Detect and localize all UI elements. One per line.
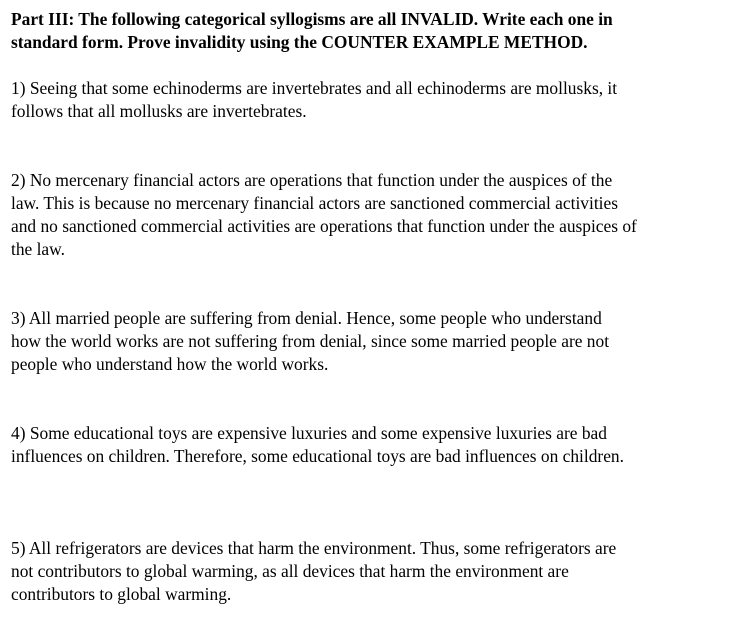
instructions-heading: Part III: The following categorical syllogisms are all INVALID. Write each one in standard form. Prove invalidity using the COUNTER EXAMPLE METHOD. [11,9,613,52]
syllogism-1: 1) Seeing that some echinoderms are invertebrates and all echinoderms are mollusks, it follows that all mollusks are invertebrates. [11,78,618,121]
syllogism-2: 2) No mercenary financial actors are operations that function under the auspices of the law. This is because no mercenary financial actors are sanctioned commercial activities and no sanctioned commercial activities are operations that function under the auspices of the law. [11,170,637,259]
syllogism-4: 4) Some educational toys are expensive luxuries and some expensive luxuries are bad influences on children. Therefore, some educational toys are bad influences on children. [11,423,624,466]
syllogism-5: 5) All refrigerators are devices that harm the environment. Thus, some refrigerators are not contributors to global warming, as all devices that harm the environment are contributors to global warming. [11,538,617,604]
syllogism-3: 3) All married people are suffering from denial. Hence, some people who understand how the world works are not suffering from denial, since some married people are not people who understand how the world works. [11,308,610,374]
